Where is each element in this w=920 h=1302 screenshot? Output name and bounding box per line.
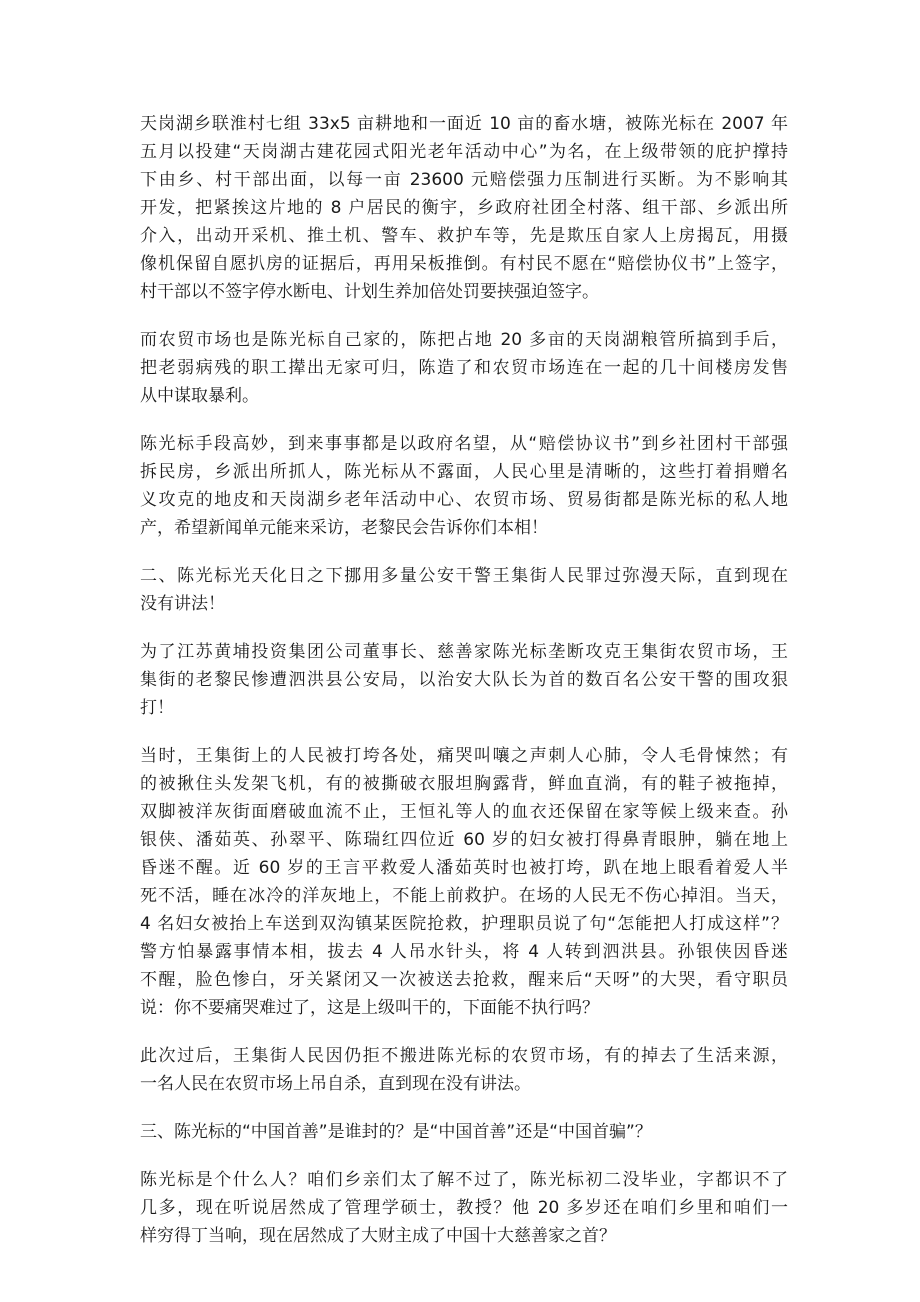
paragraph-line: 几多，现在听说居然成了管理学硕士，教授？他 20 多岁还在咱们乡里和咱们一 [140,1198,788,1218]
paragraph [140,638,788,722]
paragraph [140,562,788,618]
document-body [140,110,788,1270]
paragraph-line: 的被揪住头发架飞机，有的被撕破衣服坦胸露背，鲜血直淌，有的鞋子被拖掉， [140,774,788,794]
paragraph-line: 三、陈光标的“中国首善”是谁封的？是“中国首善”还是“中国首骗”？ [140,1122,652,1142]
paragraph-line: 开发，把紧挨这片地的 8 户居民的衡宇，乡政府社团全村落、组干部、乡派出所 [140,198,788,218]
paragraph-line: 拆民房，乡派出所抓人，陈光标从不露面，人民心里是清晰的，这些打着捐赠名 [140,462,788,482]
paragraph-line: 义攻克的地皮和天岗湖乡老年活动中心、农贸市场、贸易街都是陈光标的私人地 [140,490,788,510]
paragraph [140,1118,788,1146]
paragraph-line: 当时，王集街上的人民被打垮各处，痛哭叫嚷之声刺人心肺，令人毛骨悚然；有 [140,746,788,766]
paragraph-line: 村干部以不签字停水断电、计划生养加倍处罚要挟强迫签字。 [140,282,599,302]
paragraph [140,110,788,306]
paragraph-line: 不醒，脸色惨白，牙关紧闭又一次被送去抢救，醒来后“天呀”的大哭，看守职员 [140,970,788,990]
paragraph [140,1042,788,1098]
paragraph [140,742,788,1022]
paragraph-line: 打！ [140,698,174,718]
paragraph [140,1166,788,1250]
paragraph-line: 没有讲法！ [140,594,225,614]
paragraph-line: 昏迷不醒。近 60 岁的王言平救爱人潘茹英时也被打垮，趴在地上眼看着爱人半 [140,858,788,878]
paragraph-line: 像机保留自愿扒房的证据后，再用呆板推倒。有村民不愿在“赔偿协仪书”上签字， [140,254,788,274]
paragraph [140,326,788,410]
paragraph-line: 五月以投建“天岗湖古建花园式阳光老年活动中心”为名，在上级带领的庇护撑持 [140,142,788,162]
paragraph-line: 而农贸市场也是陈光标自己家的，陈把占地 20 多亩的天岗湖粮管所搞到手后， [140,330,788,350]
paragraph-line: 样穷得丁当响，现在居然成了大财主成了中国十大慈善家之首？ [140,1226,616,1246]
paragraph-line: 双脚被洋灰街面磨破血流不止，王恒礼等人的血衣还保留在家等候上级来查。孙 [140,802,788,822]
paragraph-line: 说：你不要痛哭难过了，这是上级叫干的，下面能不执行吗？ [140,998,599,1018]
paragraph-line: 一名人民在农贸市场上吊自杀，直到现在没有讲法。 [140,1074,531,1094]
paragraph-line: 银侠、潘茹英、孙翠平、陈瑞红四位近 60 岁的妇女被打得鼻青眼肿，躺在地上 [140,830,788,850]
paragraph-line: 陈光标手段高妙，到来事事都是以政府名望，从“赔偿协议书”到乡社团村干部强 [140,434,788,454]
paragraph-line: 此次过后，王集街人民因仍拒不搬进陈光标的农贸市场，有的掉去了生活来源， [140,1046,788,1066]
paragraph-line: 陈光标是个什么人？咱们乡亲们太了解不过了，陈光标初二没毕业，字都识不了 [140,1170,788,1190]
paragraph-line: 下由乡、村干部出面，以每一亩 23600 元赔偿强力压制进行买断。为不影响其 [140,170,788,190]
paragraph-line: 集街的老黎民惨遭泗洪县公安局，以治安大队长为首的数百名公安干警的围攻狠 [140,670,788,690]
paragraph-line: 天岗湖乡联淮村七组 33x5 亩耕地和一面近 10 亩的畜水塘，被陈光标在 2007 年 [140,114,788,134]
paragraph-line: 警方怕暴露事情本相，拔去 4 人吊水针头，将 4 人转到泗洪县。孙银侠因昏迷 [140,942,788,962]
paragraph-line: 4 名妇女被抬上车送到双沟镇某医院抢救，护理职员说了句“怎能把人打成这样”？ [140,914,788,934]
paragraph-line: 为了江苏黄埔投资集团公司董事长、慈善家陈光标垄断攻克王集街农贸市场，王 [140,642,788,662]
paragraph [140,430,788,542]
paragraph-line: 从中谋取暴利。 [140,386,259,406]
paragraph-line: 介入，出动开采机、推土机、警车、救护车等，先是欺压自家人上房揭瓦，用摄 [140,226,788,246]
paragraph-line: 死不活，睡在冰冷的洋灰地上，不能上前救护。在场的人民无不伤心掉泪。当天， [140,886,788,906]
paragraph-line: 把老弱病残的职工撵出无家可归，陈造了和农贸市场连在一起的几十间楼房发售 [140,358,788,378]
paragraph-line: 产，希望新闻单元能来采访，老黎民会告诉你们本相！ [140,518,548,538]
paragraph-line: 二、陈光标光天化日之下挪用多量公安干警王集街人民罪过弥漫天际，直到现在 [140,566,788,586]
